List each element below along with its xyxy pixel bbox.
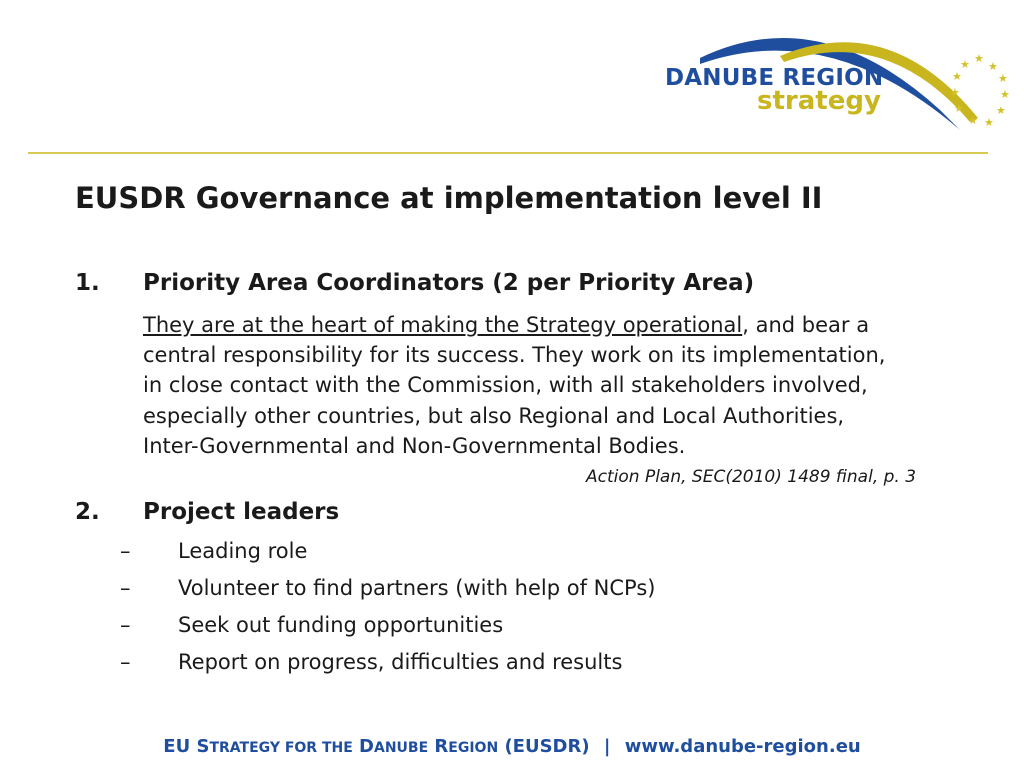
para-line-1 [143,310,983,340]
citation: Action Plan, SEC(2010) 1489 final, p. 3 [586,467,917,487]
footer-text-part: EGION [448,740,499,756]
svg-text:★: ★ [998,72,1008,85]
para-line-1-rest: , and bear a [742,313,870,337]
danube-region-logo [660,18,1012,140]
footer-url[interactable]: www.danube-region.eu [624,736,861,757]
svg-text:★: ★ [968,114,978,127]
svg-text:★: ★ [950,86,960,99]
dash-bullet: – [120,613,131,637]
logo-text-strategy: strategy [757,86,881,116]
list-item-text: Leading role [178,539,308,563]
coordinators-description [143,310,983,461]
item-heading: Priority Area Coordinators (2 per Priority Area) [143,270,755,296]
list-item-text: Volunteer to find partners (with help of NCPs) [178,576,656,600]
logo-stars [950,52,1010,129]
item-number: 1. [75,270,100,296]
para-line-2: central responsibility for its success. They work on its implementation, [143,343,886,368]
para-line-4: especially other countries, but also Regional and Local Authorities, [143,403,845,428]
item-heading: Project leaders [143,499,340,525]
svg-text:★: ★ [954,102,964,115]
svg-text:★: ★ [960,58,970,71]
list-item-text: Seek out funding opportunities [178,613,504,637]
slide-title: EUSDR Governance at implementation level II [75,181,823,215]
underlined-phrase: They are at the heart of making the Strategy operational [143,313,743,337]
svg-text:★: ★ [996,104,1006,117]
svg-text:★: ★ [984,116,994,129]
svg-text:★: ★ [988,60,998,73]
list-item-text: Report on progress, difficulties and results [178,650,623,674]
footer-text-part: (EUSDR) [498,736,590,757]
svg-text:★: ★ [974,52,984,65]
footer-text-part: EU S [163,736,210,757]
dash-bullet: – [120,539,131,563]
para-line-3: in close contact with the Commission, with all stakeholders involved, [143,373,868,398]
footer-text-part: D [352,736,374,757]
dash-bullet: – [120,576,131,600]
item-number: 2. [75,499,100,525]
footer-text-part: R [428,736,449,757]
footer-eu-strategy [163,736,589,757]
footer-text-part: ANUBE [374,740,429,756]
svg-text:★: ★ [1000,88,1010,101]
footer-text-part: TRATEGY FOR THE [209,740,353,756]
footer-separator: | [603,736,611,757]
para-line-5: Inter-Governmental and Non-Governmental Bodies. [143,433,686,458]
logo-text-danube-region: DANUBE REGION [665,65,884,91]
footer [0,736,1024,757]
svg-text:★: ★ [952,70,962,83]
header-divider [28,152,988,154]
dash-bullet: – [120,650,131,674]
